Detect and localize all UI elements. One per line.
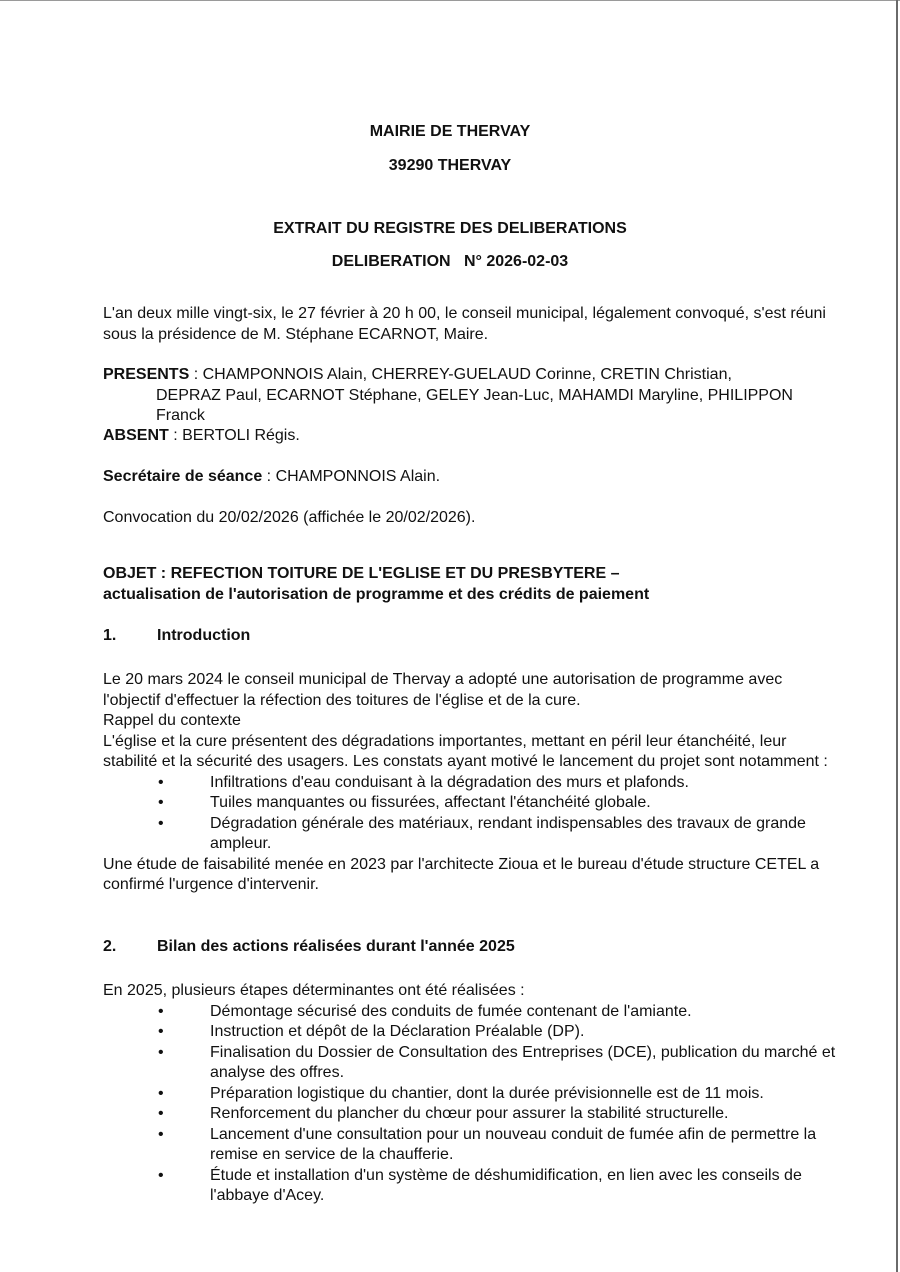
list-item <box>103 1084 838 1105</box>
section2-bullet-list <box>103 1002 838 1207</box>
bullet-dot: • <box>158 1105 164 1122</box>
objet-heading <box>103 564 838 605</box>
bullet-dot: • <box>158 1125 164 1143</box>
deliberation-number-line <box>0 252 900 273</box>
bullet-dot: • <box>158 1043 164 1061</box>
list-item-text: Instruction et dépôt de la Déclaration Préalable (DP). <box>210 1023 585 1040</box>
presents-line1: CHAMPONNOIS Alain, CHERREY-GUELAUD Corinne, CRETIN Christian, <box>202 366 732 383</box>
scan-top-edge <box>0 0 900 1</box>
list-item <box>103 793 838 814</box>
list-item <box>103 1022 838 1043</box>
bullet-dot: • <box>158 1002 164 1020</box>
scan-right-edge <box>896 0 898 1272</box>
objet-line2: actualisation de l'autorisation de programme et des crédits de paiement <box>103 585 650 603</box>
absent-value: BERTOLI Régis. <box>182 427 300 444</box>
list-item <box>103 1104 838 1125</box>
mairie-title: MAIRIE DE THERVAY <box>369 123 531 140</box>
deliberation-label: DELIBERATION <box>331 253 451 270</box>
section1-subtitle: Rappel du contexte <box>103 712 241 729</box>
list-item-text: Dégradation générale des matériaux, rendant indispensables des travaux de grande ampleur. <box>210 814 806 852</box>
section1-heading <box>103 626 838 647</box>
section1-bullet-list <box>103 773 838 855</box>
list-item-text: Renforcement du plancher du chœur pour assurer la stabilité structurelle. <box>210 1105 729 1122</box>
secretaire-label: Secrétaire de séance <box>103 468 263 485</box>
list-item <box>103 1043 838 1084</box>
presents-line2: DEPRAZ Paul, ECARNOT Stéphane, GELEY Jean-Luc, MAHAMDI Maryline, PHILIPPON Franck <box>156 386 793 424</box>
section2-lead: En 2025, plusieurs étapes déterminantes ont été réalisées : <box>103 982 525 999</box>
secretaire-value: CHAMPONNOIS Alain. <box>275 468 441 485</box>
list-item-text: Tuiles manquantes ou fissurées, affectant l'étanchéité globale. <box>210 794 651 811</box>
register-title: EXTRAIT DU REGISTRE DES DELIBERATIONS <box>273 220 627 237</box>
convocation-line: Convocation du 20/02/2026 (affichée le 20/02/2026). <box>103 509 476 526</box>
list-item-text: Finalisation du Dossier de Consultation des Entreprises (DCE), publication du marché et analyse des offres. <box>210 1043 836 1081</box>
bullet-dot: • <box>158 794 164 811</box>
presents-label: PRESENTS <box>103 366 190 383</box>
intro-paragraph: L'an deux mille vingt-six, le 27 février à 20 h 00, le conseil municipal, légalement convoqué, s'est réuni sous la présidence de M. Stéphane ECARNOT, Maire. <box>103 305 826 343</box>
section1-para3: Une étude de faisabilité menée en 2023 par l'architecte Zioua et le bureau d'étude structure CETEL a confirmé l'urgence d'intervenir. <box>103 855 820 893</box>
section1-number: 1. <box>103 627 117 644</box>
mairie-address: 39290 THERVAY <box>388 157 512 174</box>
objet-line1: OBJET : REFECTION TOITURE DE L'EGLISE ET DU PRESBYTERE – <box>103 565 620 582</box>
list-item-text: Étude et installation d'un système de déshumidification, en lien avec les conseils de l'abbaye d'Acey. <box>210 1166 802 1204</box>
absent-line: ABSENT : BERTOLI Régis. <box>103 427 300 444</box>
section2-body <box>103 981 838 1207</box>
list-item <box>103 1002 838 1023</box>
bullet-dot: • <box>158 814 164 832</box>
secretaire-line: Secrétaire de séance : CHAMPONNOIS Alain. <box>103 468 441 485</box>
deliberation-number: N° 2026-02-03 <box>463 253 569 270</box>
list-item <box>103 773 838 794</box>
section1-para2: L'église et la cure présentent des dégradations importantes, mettant en péril leur étanchéité, leur stabilité et la sécurité des usagers. Les constats ayant motivé le lancement du projet sont notamment : <box>103 732 828 770</box>
section1-title: Introduction <box>157 627 251 644</box>
list-item <box>103 1125 838 1166</box>
bullet-dot: • <box>158 773 164 791</box>
section1-body <box>103 670 838 896</box>
section2-title: Bilan des actions réalisées durant l'année 2025 <box>157 938 515 955</box>
absent-label: ABSENT <box>103 427 169 444</box>
bullet-dot: • <box>158 1084 164 1102</box>
list-item <box>103 814 838 855</box>
list-item-text: Infiltrations d'eau conduisant à la dégradation des murs et plafonds. <box>210 773 689 791</box>
section1-para1: Le 20 mars 2024 le conseil municipal de Thervay a adopté une autorisation de programme avec l'objectif d'effectuer la réfection des toitures de l'église et de la cure. <box>103 671 783 709</box>
list-item-text: Préparation logistique du chantier, dont la durée prévisionnelle est de 11 mois. <box>210 1084 764 1102</box>
list-item <box>103 1166 838 1207</box>
list-item-text: Démontage sécurisé des conduits de fumée contenant de l'amiante. <box>210 1002 692 1020</box>
bullet-dot: • <box>158 1166 164 1184</box>
section2-heading <box>103 937 838 958</box>
presents-section: PRESENTS : CHAMPONNOIS Alain, CHERREY-GUELAUD Corinne, CRETIN Christian, DEPRAZ Paul, ECARNOT Stéphane, GELEY Jean-Luc, MAHAMDI Maryline, PHILIPPON Franck <box>103 365 838 427</box>
bullet-dot: • <box>158 1023 164 1040</box>
section2-number: 2. <box>103 938 117 955</box>
list-item-text: Lancement d'une consultation pour un nouveau conduit de fumée afin de permettre la remise en service de la chaufferie. <box>210 1125 817 1163</box>
